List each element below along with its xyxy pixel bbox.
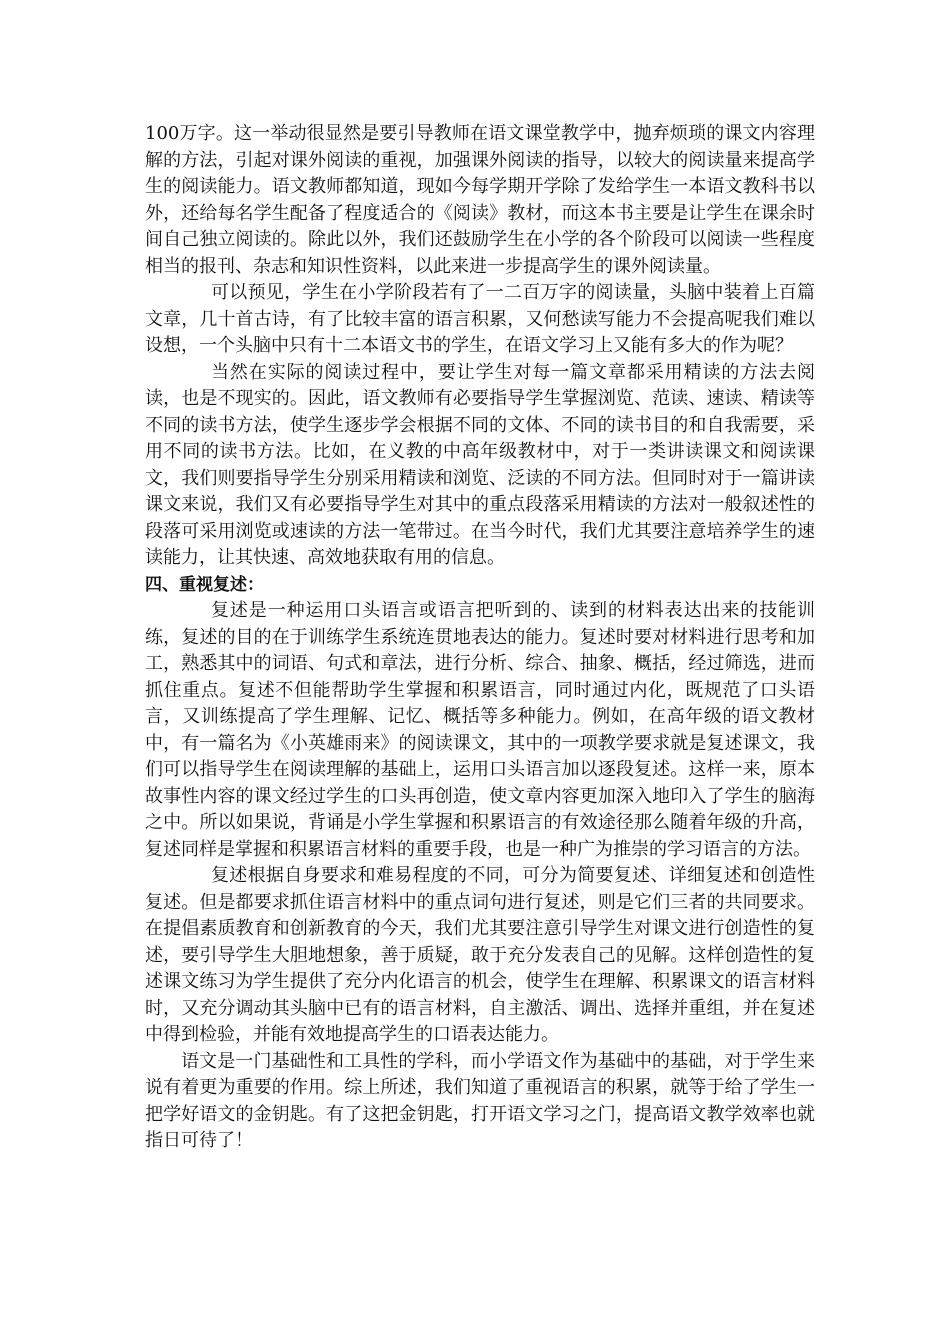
paragraph-reading-volume: 可以预见，学生在小学阶段若有了一二百万字的阅读量，头脑中装着上百篇文章，几十首古诗，有了比较丰富的语言积累，又何愁读写能力不会提高呢我们难以设想，一个头脑中只有十二本语文书的学生，在语文学习上又能有多大的作为呢？ xyxy=(145,282,815,356)
paragraph-conclusion: 语文是一门基础性和工具性的学科，而小学语文作为基础中的基础，对于学生来说有着更为重要的作用。综上所述，我们知道了重视语言的积累，就等于给了学生一把学好语文的金钥匙。有了这把金钥匙，打开语文学习之门，提高语文教学效率也就指日可待了！ xyxy=(145,1050,815,1151)
paragraph-reading-methods: 当然在实际的阅读过程中，要让学生对每一篇文章都采用精读的方法去阅读，也是不现实的。因此，语文教师有必要指导学生掌握浏览、范读、速读、精读等不同的读书方法，使学生逐步学会根据不同的文体、不同的读书目的和自我需要，采用不同的读书方法。比如，在义教的中高年级教材中，对于一类讲读课文和阅读课文，我们则要指导学生分别采用精读和浏览、泛读的不同方法。但同时对于一篇讲读课文来说，我们又有必要指导学生对其中的重点段落采用精读的方法对一般叙述性的段落可采用浏览或速读的方法一笔带过。在当今时代，我们尤其要注意培养学生的速读能力，让其快速、高效地获取有用的信息。 xyxy=(145,361,815,568)
document-body xyxy=(145,121,815,1155)
paragraph-retelling-types: 复述根据自身要求和难易程度的不同，可分为简要复述、详细复述和创造性复述。但是都要求抓住语言材料中的重点词句进行复述，则是它们三者的共同要求。在提倡素质教育和创新教育的今天，我们尤其要注意引导学生对课文进行创造性的复述，要引导学生大胆地想象，善于质疑，敢于充分发表自己的见解。这样创造性的复述课文练习为学生提供了充分内化语言的机会，使学生在理解、积累课文的语言材料时，又充分调动其头脑中已有的语言材料，自主激活、调出、选择并重组，并在复述中得到检验，并能有效地提高学生的口语表达能力。 xyxy=(145,865,815,1045)
paragraph-extracurricular-reading: 100万字。这一举动很显然是要引导教师在语文课堂教学中，抛弃烦琐的课文内容理解的方法，引起对课外阅读的重视，加强课外阅读的指导，以较大的阅读量来提高学生的阅读能力。语文教师都知道，现如今每学期开学除了发给学生一本语文教科书以外，还给每名学生配备了程度适合的《阅读》教材，而这本书主要是让学生在课余时间自己独立阅读的。除此以外，我们还鼓励学生在小学的各个阶段可以阅读一些程度相当的报刊、杂志和知识性资料，以此来进一步提高学生的课外阅读量。 xyxy=(145,123,815,277)
paragraph-retelling-skill: 复述是一种运用口头语言或语言把听到的、读到的材料表达出来的技能训练，复述的目的在于训练学生系统连贯地表达的能力。复述时要对材料进行思考和加工，熟悉其中的词语、句式和章法，进行分析、综合、抽象、概括，经过筛选，进而抓住重点。复述不但能帮助学生掌握和积累语言，同时通过内化，既规范了口头语言，又训练提高了学生理解、记忆、概括等多种能力。例如，在高年级的语文教材中，有一篇名为《小英雄雨来》的阅读课文，其中的一项教学要求就是复述课文，我们可以指导学生在阅读理解的基础上，运用口头语言加以逐段复述。这样一来，原本故事性内容的课文经过学生的口头再创造，使文章内容更加深入地印入了学生的脑海之中。所以如果说，背诵是小学生掌握和积累语言的有效途径那么随着年级的升高，复述同样是掌握和积累语言材料的重要手段，也是一种广为推崇的学习语言的方法。 xyxy=(145,600,815,860)
section-heading-retelling: 四、重视复述： xyxy=(145,574,264,595)
